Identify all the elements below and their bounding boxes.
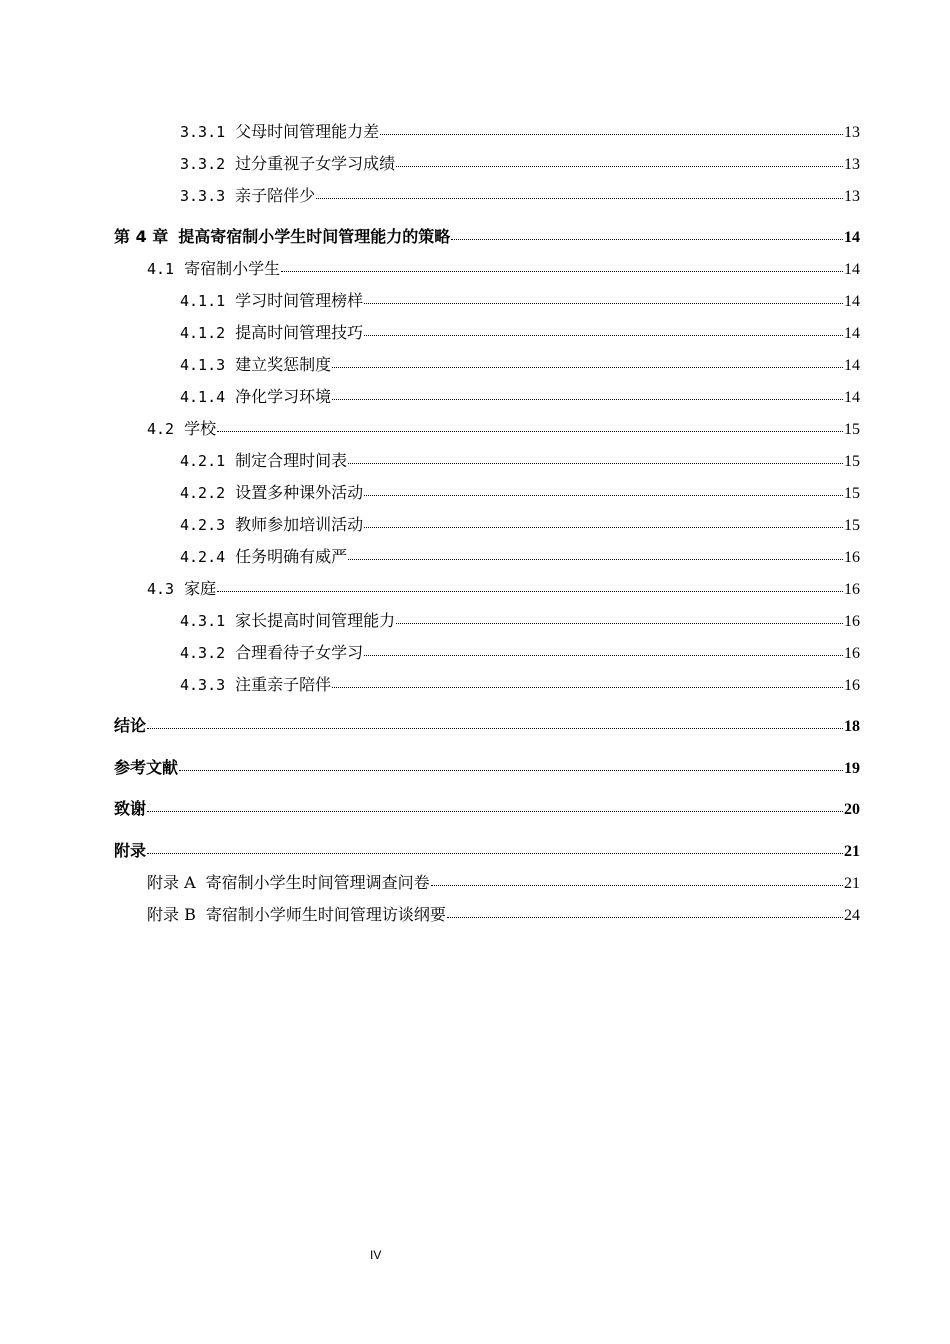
toc-entry-number: 4.3 (147, 580, 175, 598)
toc-entry-number: 4.2.2 (180, 484, 226, 502)
toc-entry-title: 教师参加培训活动 (235, 515, 364, 534)
toc-entry-title: 寄宿制小学师生时间管理访谈纲要 (205, 905, 446, 924)
dot-leader (332, 366, 843, 368)
dot-leader (348, 558, 843, 560)
toc-entry-page: 13 (844, 188, 860, 205)
dot-leader (147, 810, 843, 812)
toc-entry-title: 寄宿制小学生 (184, 259, 281, 278)
toc-entry[interactable] (147, 258, 860, 281)
toc-entry[interactable] (180, 546, 860, 569)
toc-entry-number: 4.1.3 (180, 356, 226, 374)
dot-leader (217, 430, 843, 432)
dot-leader (217, 590, 843, 592)
toc-entry-title: 学习时间管理榜样 (235, 291, 364, 310)
toc-entry-chapter[interactable] (114, 798, 860, 821)
toc-entry[interactable] (180, 121, 860, 144)
toc-entry-number: 4.2 (147, 420, 175, 438)
toc-entry-chapter[interactable] (114, 715, 860, 738)
toc-entry-title: 过分重视子女学习成绩 (235, 154, 396, 173)
toc-entry-title: 参考文献 (114, 758, 179, 777)
toc-entry-page: 16 (844, 549, 860, 566)
toc-entry-page: 16 (844, 613, 860, 630)
toc-entry[interactable] (180, 153, 860, 176)
dot-leader (431, 884, 843, 886)
dot-leader (451, 238, 843, 240)
toc-entry-page: 15 (844, 421, 860, 438)
toc-entry-number: 4.1.4 (180, 388, 226, 406)
toc-entry-page: 18 (844, 718, 860, 735)
toc-entry-title: 设置多种课外活动 (235, 483, 364, 502)
dot-leader (332, 686, 843, 688)
dot-leader (348, 462, 843, 464)
toc-entry-title: 家庭 (184, 579, 217, 598)
toc-entry-page: 13 (844, 156, 860, 173)
toc-entry-page: 16 (844, 645, 860, 662)
toc-entry-title: 寄宿制小学生时间管理调查问卷 (205, 873, 430, 892)
dot-leader (364, 526, 843, 528)
toc-entry-title: 建立奖惩制度 (235, 355, 332, 374)
toc-entry[interactable] (180, 514, 860, 537)
toc-entry-number: 3.3.2 (180, 155, 226, 173)
dot-leader (364, 302, 843, 304)
dot-leader (332, 398, 843, 400)
toc-entry-page: 14 (844, 261, 860, 278)
toc-entry-number: 4.2.3 (180, 516, 226, 534)
toc-entry-number: 4.1.1 (180, 292, 226, 310)
toc-entry-number: 4.1.2 (180, 324, 226, 342)
toc-entry[interactable] (180, 642, 860, 665)
toc-entry-title: 注重亲子陪伴 (235, 675, 332, 694)
dot-leader (364, 334, 843, 336)
dot-leader (364, 494, 843, 496)
toc-entry-title: 亲子陪伴少 (235, 186, 316, 205)
dot-leader (281, 270, 843, 272)
toc-entry-page: 20 (844, 801, 860, 818)
toc-entry[interactable] (180, 674, 860, 697)
toc-entry-number: 附录 B (147, 905, 196, 924)
toc-entry-chapter[interactable] (114, 840, 860, 863)
toc-entry-page: 14 (844, 229, 860, 246)
toc-entry[interactable] (147, 904, 860, 927)
toc-entry-page: 15 (844, 517, 860, 534)
toc-entry[interactable] (180, 610, 860, 633)
toc-entry-page: 15 (844, 485, 860, 502)
toc-entry-number: 4.3.3 (180, 676, 226, 694)
toc-entry-title: 家长提高时间管理能力 (235, 611, 396, 630)
toc-entry-page: 14 (844, 293, 860, 310)
dot-leader (396, 622, 843, 624)
toc-entry[interactable] (180, 185, 860, 208)
dot-leader (447, 916, 843, 918)
toc-entry[interactable] (180, 322, 860, 345)
toc-entry-title: 净化学习环境 (235, 387, 332, 406)
dot-leader (316, 197, 843, 199)
toc-entry-chapter[interactable] (114, 226, 860, 249)
toc-entry-number: 4.2.1 (180, 452, 226, 470)
toc-entry-page: 15 (844, 453, 860, 470)
toc-entry-page: 14 (844, 357, 860, 374)
toc-entry-title: 附录 (114, 841, 147, 860)
toc-entry[interactable] (147, 578, 860, 601)
dot-leader (179, 769, 843, 771)
toc-entry-title: 父母时间管理能力差 (235, 122, 380, 141)
page-number: IV (370, 1248, 382, 1262)
toc-entry-number: 3.3.3 (180, 187, 226, 205)
toc-entry-title: 合理看待子女学习 (235, 643, 364, 662)
dot-leader (396, 165, 843, 167)
toc-entry-title: 任务明确有威严 (235, 547, 348, 566)
toc-entry-number: 第 4 章 (114, 227, 169, 246)
toc-entry-number: 3.3.1 (180, 123, 226, 141)
toc-entry-title: 致谢 (114, 799, 147, 818)
toc-entry-number: 4.1 (147, 260, 175, 278)
dot-leader (364, 654, 843, 656)
toc-entry[interactable] (180, 482, 860, 505)
toc-entry-page: 14 (844, 389, 860, 406)
toc-entry-page: 21 (844, 875, 860, 892)
toc-entry-page: 21 (844, 843, 860, 860)
dot-leader (147, 727, 843, 729)
toc-entry-page: 16 (844, 677, 860, 694)
toc-entry-number: 4.3.1 (180, 612, 226, 630)
toc-entry-page: 13 (844, 124, 860, 141)
toc-entry[interactable] (180, 386, 860, 409)
toc-entry-title: 提高时间管理技巧 (235, 323, 364, 342)
toc-entry[interactable] (147, 418, 860, 441)
toc-entry-page: 24 (844, 907, 860, 924)
toc-entry[interactable] (180, 450, 860, 473)
dot-leader (380, 133, 843, 135)
toc-entry[interactable] (180, 354, 860, 377)
dot-leader (147, 852, 843, 854)
toc-entry-chapter[interactable] (114, 757, 860, 780)
toc-entry-page: 19 (844, 760, 860, 777)
toc-entry-title: 结论 (114, 716, 147, 735)
toc-entry-number: 附录 A (147, 873, 196, 892)
toc-entry-page: 14 (844, 325, 860, 342)
toc-entry-title: 制定合理时间表 (235, 451, 348, 470)
toc-entry[interactable] (180, 290, 860, 313)
toc-entry-title: 提高寄宿制小学生时间管理能力的策略 (178, 227, 451, 246)
toc-entry-page: 16 (844, 581, 860, 598)
toc-entry[interactable] (147, 872, 860, 895)
toc-entry-title: 学校 (184, 419, 217, 438)
toc-entry-number: 4.2.4 (180, 548, 226, 566)
toc-entry-number: 4.3.2 (180, 644, 226, 662)
